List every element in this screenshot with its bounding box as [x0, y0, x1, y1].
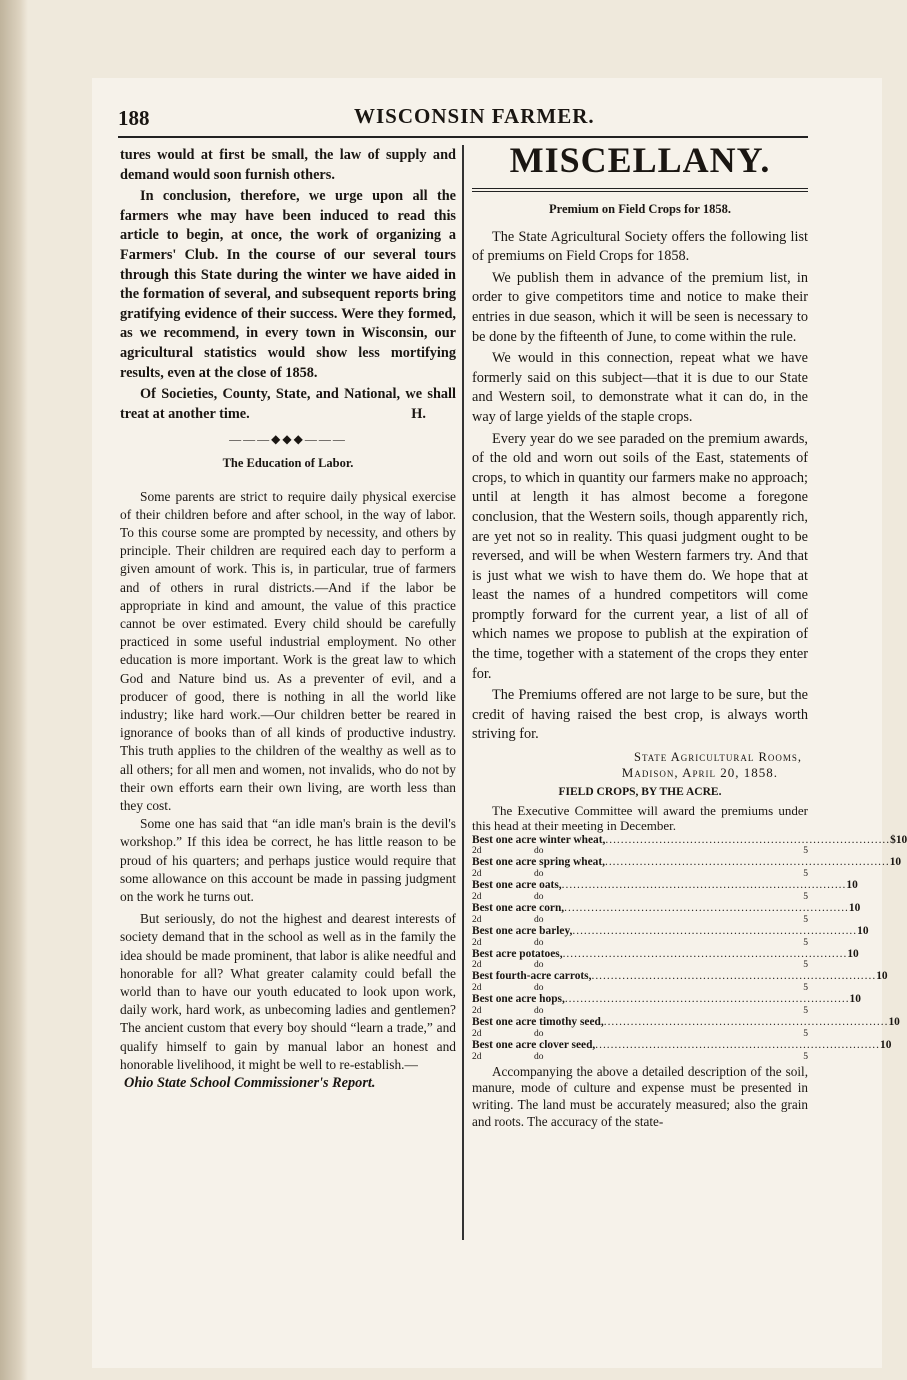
premium-row: [472, 1016, 900, 1029]
premium-amount: 5: [803, 1051, 808, 1062]
second-label: 2d: [472, 869, 482, 880]
second-premium-row: [472, 869, 808, 879]
second-premium-row: [472, 1029, 808, 1039]
section-separator: ———◆◆◆———: [229, 432, 347, 447]
premium-label: Best one acre winter wheat,: [472, 833, 606, 846]
second-premium-row: [472, 983, 808, 993]
premium-amount: 10: [847, 947, 859, 960]
ditto-mark: do: [534, 937, 544, 948]
ditto-mark: do: [534, 1006, 544, 1016]
premium-label: Best acre potatoes,: [472, 947, 563, 960]
header-rule: [118, 136, 808, 138]
paragraph: The Executive Committee will award the premiums under this head at their meeting in December.: [472, 802, 808, 834]
leader-dots: ..........................................................................: [564, 993, 850, 1006]
ditto-mark: do: [534, 1051, 544, 1062]
leader-dots: ..........................................................................: [564, 902, 849, 915]
second-premium-row: [472, 938, 808, 948]
premium-amount: 5: [803, 1006, 808, 1016]
article-heading: Premium on Field Crops for 1858.: [549, 202, 731, 216]
premium-amount: 5: [803, 960, 808, 971]
premium-amount: 5: [803, 914, 808, 925]
premium-row: [472, 833, 907, 847]
premium-label: Best one acre spring wheat,: [472, 856, 605, 869]
premium-amount: 10: [876, 970, 888, 983]
leader-dots: ..........................................................................: [603, 1016, 889, 1028]
signature-line: Madison, April 20, 1858.: [621, 765, 778, 781]
premium-row: [472, 947, 859, 961]
leader-dots: ..........................................................................: [562, 947, 848, 960]
premium-label: Best one acre hops,: [472, 993, 565, 1006]
leader-dots: ..........................................................................: [604, 856, 890, 869]
second-label: 2d: [472, 937, 482, 948]
second-premium-row: [472, 915, 808, 925]
premium-row: [472, 970, 888, 983]
page-header: [118, 100, 808, 132]
premium-label: Best one acre barley,: [472, 924, 573, 937]
premium-amount: 10: [848, 902, 861, 915]
paragraph: tures would at first be small, the law of supply and demand would soon furnish others.: [120, 147, 456, 183]
premium-row: [472, 993, 861, 1006]
column-divider: [462, 145, 464, 1240]
second-label: 2d: [472, 1051, 482, 1062]
premium-label: Best fourth-acre carrots,: [472, 970, 592, 983]
ditto-mark: do: [534, 869, 544, 880]
premium-amount: $10: [890, 833, 907, 846]
ditto-mark: do: [534, 960, 544, 971]
premium-amount: 5: [803, 869, 808, 880]
premium-amount: 10: [849, 993, 861, 1006]
paragraph: Some one has said that “an idle man's brain is the devil's workshop.” If this idea be correct, he has little reason to be proud of his quarters; and perhaps justice would require that some allowance on this account be made in passing judgment on the work he turns out.: [120, 816, 456, 904]
second-premium-row: [472, 1052, 808, 1062]
premium-row: [472, 902, 861, 915]
second-premium-row: [472, 892, 808, 902]
paragraph-text: Of Societies, County, State, and National, we shall treat at another time.: [120, 386, 456, 422]
premium-table: [472, 833, 907, 1062]
section-title: MISCELLANY.: [509, 140, 771, 180]
left-column: [120, 146, 456, 1094]
leader-dots: ..........................................................................: [595, 1038, 880, 1051]
paragraph: The State Agricultural Society offers the following list of premiums on Field Crops for 1858.: [472, 228, 808, 265]
premium-amount: 10: [846, 879, 858, 892]
premium-amount: 5: [803, 1028, 808, 1039]
leader-dots: ..........................................................................: [591, 970, 877, 983]
source-credit: Ohio State School Commissioner's Report.: [124, 1075, 376, 1091]
leader-dots: ..........................................................................: [561, 879, 847, 892]
second-label: 2d: [472, 914, 482, 925]
premium-label: Best one acre oats,: [472, 879, 562, 892]
premium-amount: 10: [889, 856, 902, 869]
premium-row: [472, 856, 902, 869]
signature-line: State Agricultural Rooms,: [634, 750, 802, 765]
paragraph: We would in this connection, repeat what we have formerly said on this subject—that it is due to our State and Western soil, to demonstrate what it can do, in the way of large yields of the staple crops.: [472, 350, 808, 425]
ditto-mark: do: [534, 1028, 544, 1039]
premium-label: Best one acre corn,: [472, 902, 565, 915]
premium-row: [472, 1038, 892, 1052]
paragraph: We publish them in advance of the premium list, in order to give competitors time and notice to make their entries in due season, which it will be seen is necessary to be done by the fifteenth of June, to come within the rule.: [472, 269, 808, 345]
title-rule: [472, 188, 808, 192]
second-label: 2d: [472, 960, 482, 971]
running-head: WISCONSIN FARMER.: [354, 104, 595, 128]
premium-row: [472, 879, 858, 892]
ditto-mark: do: [534, 914, 544, 925]
paragraph: Every year do we see paraded on the premium awards, of the old and worn out soils of the East, statements of crops, to which in quantity our farmers make no approach; until at length it has almost become a foregone conclusion, that the Western soils, though apparently rich, are yet not so in reality. This quasi judgment ought to be reversed, and will be when Western farmers try. And that is just what we wish to have them do. We hope that at least the names of a hundred competitors will come promptly forward for the current year, a list of all of which names we propose to publish at the expiration of the time, together with a statement of the crops they enter for.: [472, 430, 808, 682]
article-heading: The Education of Labor.: [222, 455, 354, 470]
premium-row: [472, 924, 869, 938]
premium-label: Best one acre clover seed,: [472, 1038, 596, 1051]
right-column: [472, 140, 907, 1131]
premium-amount: 10: [888, 1016, 900, 1028]
premium-amount: 5: [803, 937, 808, 948]
second-premium-row: [472, 960, 808, 970]
ditto-mark: do: [534, 892, 544, 903]
author-initial: H.: [411, 405, 426, 422]
paragraph: Accompanying the above a detailed description of the soil, manure, mode of culture and expense must be presented in writing. The land must be accurately measured; also the grain and roots. The accuracy of the state-: [472, 1063, 808, 1129]
ditto-mark: do: [534, 846, 544, 857]
paragraph: The Premiums offered are not large to be sure, but the credit of having raised the best crop, is always worth striving for.: [472, 687, 808, 743]
ditto-mark: do: [534, 983, 544, 994]
table-heading: FIELD CROPS, BY THE ACRE.: [558, 786, 722, 799]
leader-dots: ..........................................................................: [572, 924, 858, 937]
second-label: 2d: [472, 846, 482, 857]
second-label: 2d: [472, 1006, 482, 1016]
second-premium-row: [472, 846, 808, 856]
paragraph: In conclusion, therefore, we urge upon all the farmers whe may have been induced to read this article to begin, at once, the work of organizing a Farmers' Club. In the course of our several tours through this State during the winter we have aided in the formation of several, and subsequent reports bring gratifying evidence of their success. Were they formed, as we recommend, in every town in Wisconsin, our agricultural statistics would show less mortifying results, even at the close of 1858.: [120, 188, 456, 381]
premium-amount: 10: [880, 1038, 892, 1051]
page-binding-edge: [0, 0, 28, 1380]
premium-label: Best one acre timothy seed,: [472, 1016, 604, 1028]
second-premium-row: [472, 1006, 808, 1016]
second-label: 2d: [472, 983, 482, 994]
paragraph: [120, 385, 456, 424]
premium-amount: 5: [803, 892, 808, 903]
premium-amount: 5: [803, 846, 808, 857]
second-label: 2d: [472, 1028, 482, 1039]
paragraph: But seriously, do not the highest and dearest interests of society demand that in the school as well as in the family the idea should be made prominent, that labor is alike needful and honorable for all? What greater calamity could befall the world than to have our youth educated to look upon work, daily work, hard work, as unbecoming ladies and gentlemen? The ancient custom that every boy should “learn a trade,” and qualify himself to gain by manual labor an honest and honorable livelihood, it might be well to re-establish.—: [120, 911, 456, 1072]
paragraph: Some parents are strict to require daily physical exercise of their children before and after school, in the way of labor. To this course some are prompted by necessity, and others by principle. Their children are required each day to perform a given amount of work. This is, in particular, true of farmers and of others in rural districts.—And if the labor be appropriate in kind and amount, the value of this practice cannot be over estimated. Every child should be carefully practiced in some useful industrial employment. No other education is more important. Work is the great law to which God and Nature bind us. As a preventer of evil, and a producer of good, there is nothing in all the world like industry; like hard work.—Our children better be reared in ignorance of books than of all kinds of productive industry. This truth applies to the children of the wealthy as well as to all others; for all men and women, not invalids, who do not by their own efforts earn their own living, are worth less than they cost.: [120, 488, 456, 813]
leader-dots: ..........................................................................: [605, 833, 891, 846]
premium-amount: 5: [803, 983, 808, 994]
page-number: 188: [118, 106, 150, 130]
premium-amount: 10: [857, 924, 869, 937]
second-label: 2d: [472, 892, 482, 903]
